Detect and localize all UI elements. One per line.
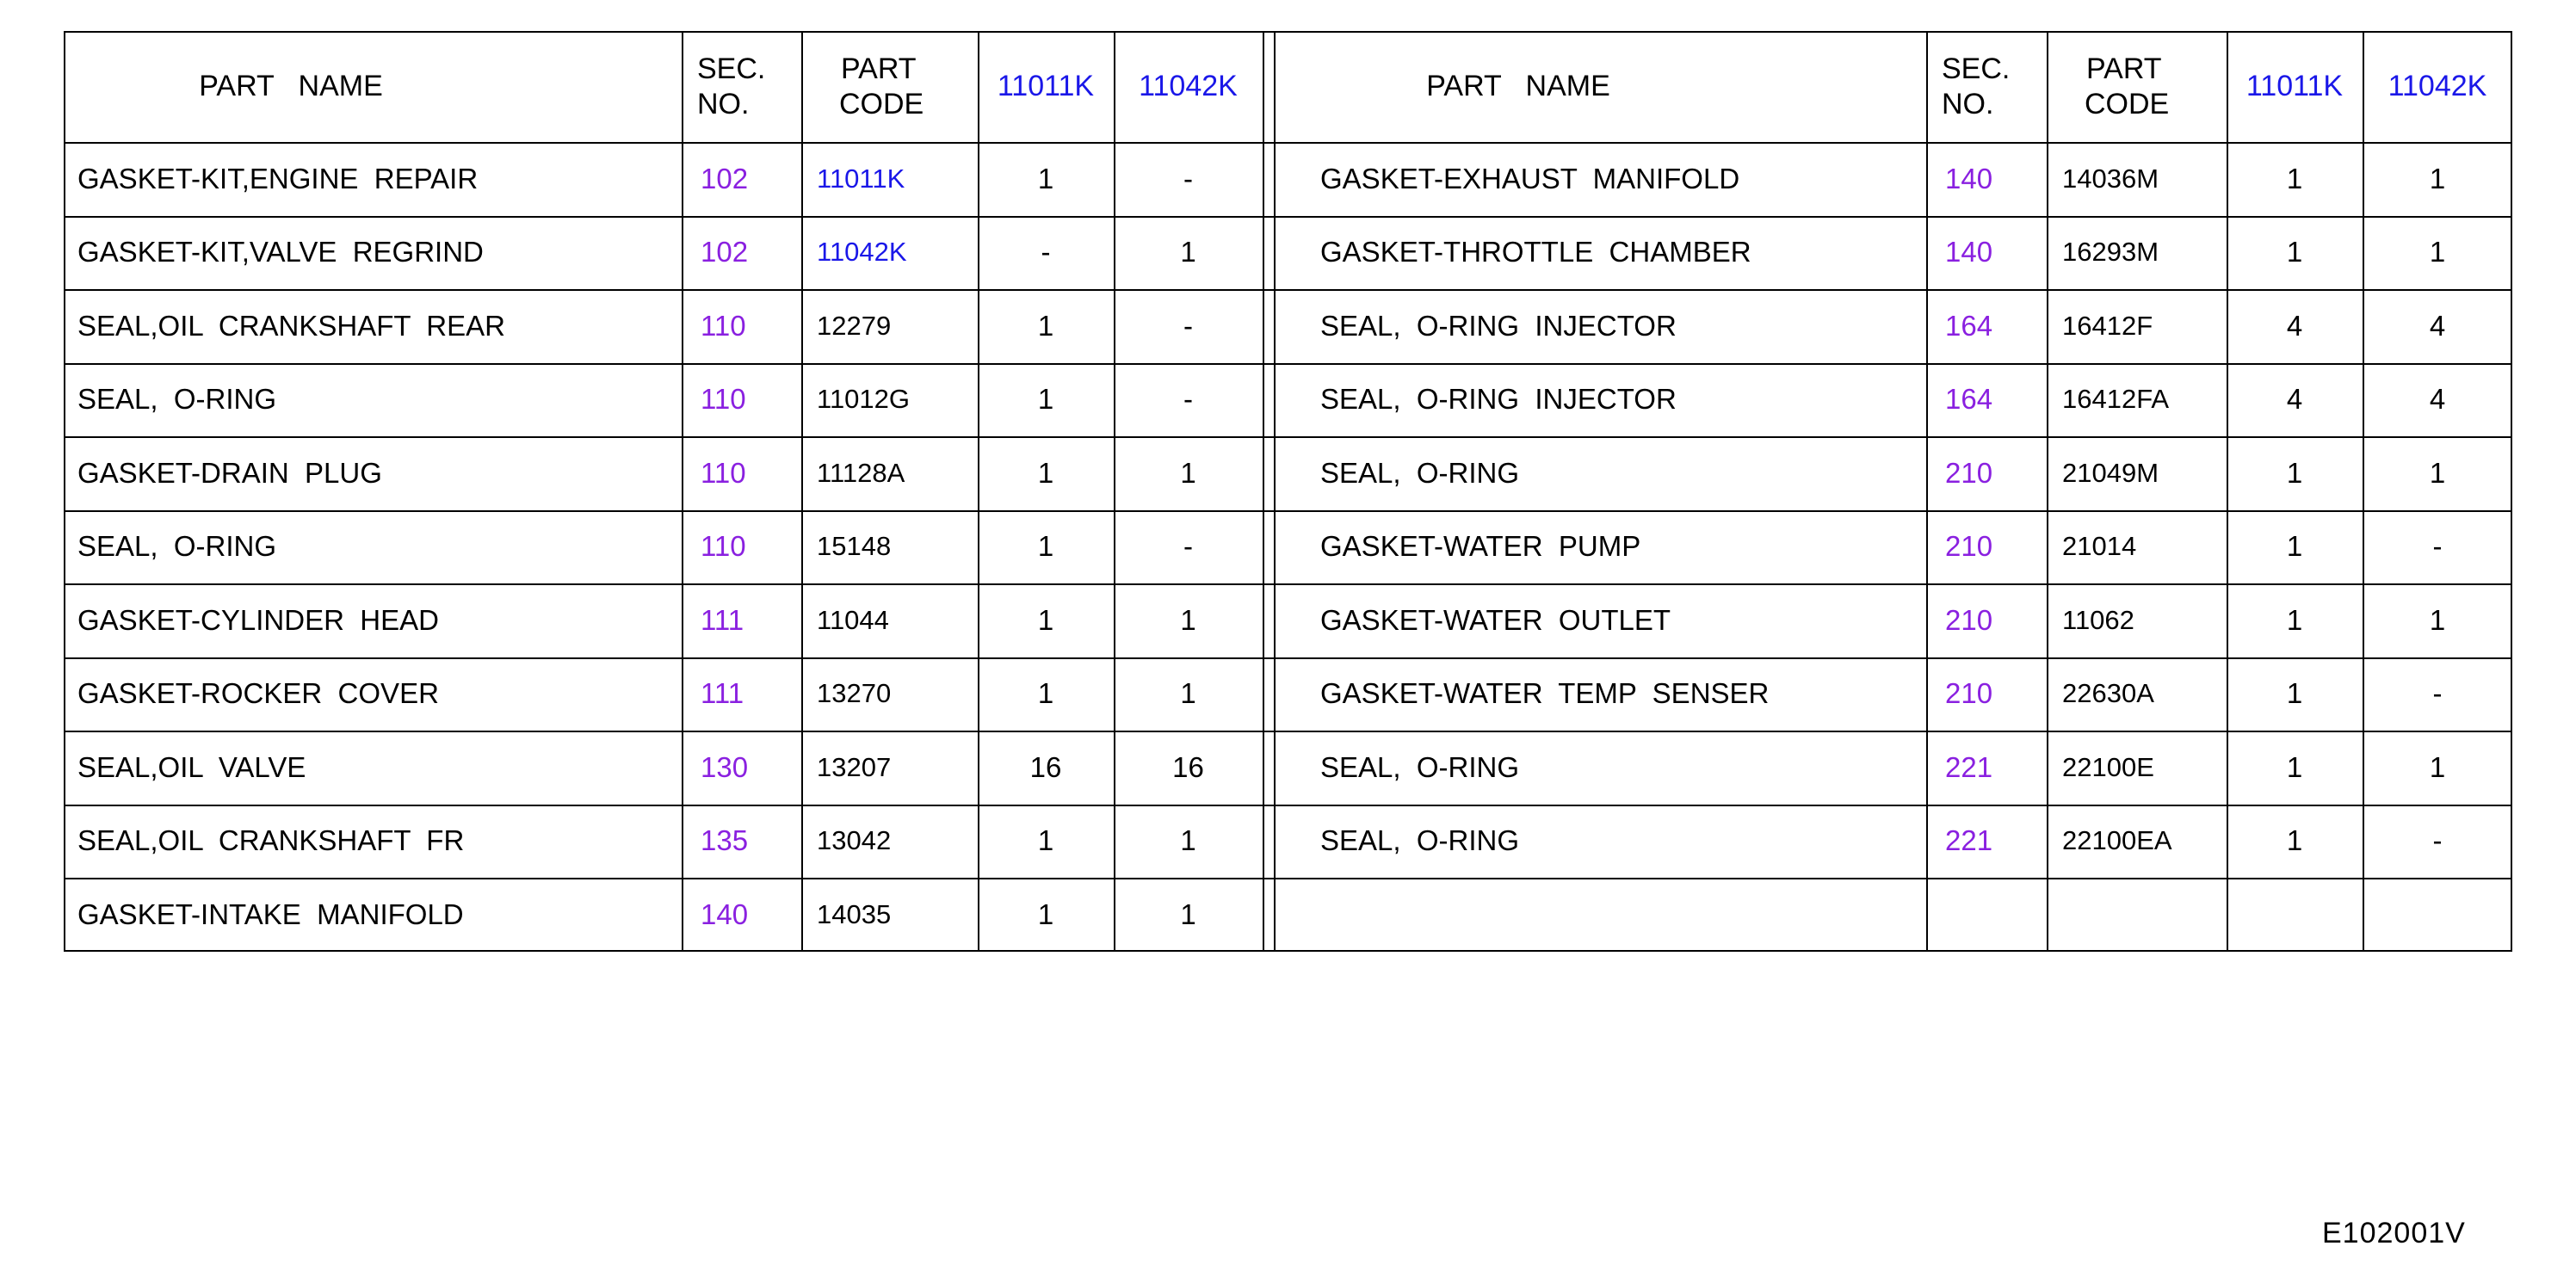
grid-hline bbox=[64, 510, 2512, 512]
sec-no-line1: SEC. bbox=[697, 52, 766, 85]
sec-no: 164 bbox=[1945, 383, 1993, 416]
part-name: SEAL,OIL CRANKSHAFT REAR bbox=[77, 309, 505, 342]
qty-kit-a: 1 bbox=[1037, 456, 1054, 489]
part-code: 11044 bbox=[817, 604, 889, 635]
qty-kit-b: 16 bbox=[1172, 750, 1204, 783]
qty-kit-a: 4 bbox=[2286, 309, 2303, 342]
sec-no: 110 bbox=[701, 530, 746, 563]
qty-kit-b: 1 bbox=[2429, 236, 2446, 268]
grid-vline bbox=[2047, 31, 2048, 951]
qty-kit-a: 4 bbox=[2286, 383, 2303, 416]
grid-vline bbox=[801, 31, 803, 951]
part-code-line1: PART bbox=[841, 52, 917, 85]
qty-kit-a: 1 bbox=[1037, 603, 1054, 636]
part-code: 21014 bbox=[2062, 531, 2137, 562]
part-code-line1: PART bbox=[2086, 52, 2162, 85]
grid-hline bbox=[64, 878, 2512, 879]
right-header-part-name: PART NAME bbox=[1426, 70, 1610, 102]
qty-kit-a: 1 bbox=[1037, 898, 1054, 930]
table-row bbox=[64, 731, 2512, 805]
sec-no: 140 bbox=[1945, 236, 1993, 268]
qty-kit-a: 1 bbox=[2286, 603, 2303, 636]
grid-vline bbox=[1263, 31, 1264, 951]
left-header-kit-a: 11011K bbox=[997, 70, 1095, 102]
qty-kit-a: 16 bbox=[1029, 750, 1062, 783]
qty-kit-b: - bbox=[1183, 309, 1193, 342]
qty-kit-a: 1 bbox=[1037, 383, 1054, 416]
qty-kit-a: 1 bbox=[1037, 162, 1054, 194]
part-name: GASKET-CYLINDER HEAD bbox=[77, 603, 439, 636]
qty-kit-b: - bbox=[2432, 824, 2443, 857]
drawing-id: E102001V bbox=[2322, 1217, 2466, 1249]
part-code: 11042K bbox=[817, 237, 907, 268]
qty-kit-b: 4 bbox=[2429, 383, 2446, 416]
part-code: 16293M bbox=[2062, 237, 2159, 268]
part-code: 11128A bbox=[817, 457, 905, 488]
grid-vline bbox=[1926, 31, 1928, 951]
part-name: GASKET-WATER OUTLET bbox=[1320, 603, 1671, 636]
part-name: SEAL,OIL CRANKSHAFT FR bbox=[77, 824, 465, 857]
part-name: SEAL, O-RING bbox=[1320, 824, 1520, 857]
grid-hline bbox=[64, 657, 2512, 659]
sec-no: 210 bbox=[1945, 677, 1993, 710]
table-row bbox=[64, 878, 2512, 952]
grid-vline bbox=[1114, 31, 1115, 951]
part-code: 14036M bbox=[2062, 163, 2159, 194]
left-header-part-name: PART NAME bbox=[199, 70, 383, 102]
left-header-sec-no bbox=[697, 31, 801, 142]
sec-no: 221 bbox=[1945, 824, 1993, 857]
table-row bbox=[64, 216, 2512, 290]
part-name: SEAL, O-RING bbox=[77, 530, 277, 563]
qty-kit-b: 1 bbox=[2429, 603, 2446, 636]
part-code: 13207 bbox=[817, 751, 892, 782]
qty-kit-a: 1 bbox=[1037, 677, 1054, 710]
sec-no bbox=[1945, 878, 2047, 952]
grid-vline bbox=[1274, 31, 1276, 951]
part-code: 12279 bbox=[817, 310, 892, 341]
part-code: 22630A bbox=[2062, 678, 2154, 709]
left-header-part-code bbox=[839, 31, 978, 142]
qty-kit-a: 1 bbox=[2286, 824, 2303, 857]
grid-vline bbox=[682, 31, 683, 951]
grid-hline bbox=[64, 31, 2512, 33]
qty-kit-b: - bbox=[1183, 530, 1193, 563]
sec-no: 210 bbox=[1945, 530, 1993, 563]
table-row bbox=[64, 363, 2512, 437]
part-code: 22100E bbox=[2062, 751, 2154, 782]
table-row bbox=[64, 436, 2512, 510]
grid-hline bbox=[64, 950, 2512, 952]
part-code: 21049M bbox=[2062, 457, 2159, 488]
qty-kit-b bbox=[2363, 878, 2512, 952]
grid-vline bbox=[64, 31, 65, 951]
parts-table bbox=[64, 31, 2512, 951]
part-name: GASKET-DRAIN PLUG bbox=[77, 456, 382, 489]
part-name: GASKET-INTAKE MANIFOLD bbox=[77, 898, 464, 930]
qty-kit-a: - bbox=[1041, 236, 1051, 268]
part-name: GASKET-WATER TEMP SENSER bbox=[1320, 677, 1770, 710]
qty-kit-b: 4 bbox=[2429, 309, 2446, 342]
grid-hline bbox=[64, 731, 2512, 732]
qty-kit-a: 1 bbox=[2286, 677, 2303, 710]
qty-kit-a: 1 bbox=[2286, 530, 2303, 563]
qty-kit-a: 1 bbox=[1037, 530, 1054, 563]
grid-hline bbox=[64, 289, 2512, 291]
qty-kit-b: 1 bbox=[1180, 456, 1196, 489]
qty-kit-b: - bbox=[2432, 677, 2443, 710]
grid-vline bbox=[2227, 31, 2228, 951]
sec-no: 164 bbox=[1945, 309, 1993, 342]
sec-no: 210 bbox=[1945, 456, 1993, 489]
right-header-kit-b: 11042K bbox=[2388, 70, 2487, 102]
sec-no: 111 bbox=[701, 677, 744, 710]
left-header-kit-b: 11042K bbox=[1139, 70, 1238, 102]
part-name: SEAL, O-RING bbox=[1320, 750, 1520, 783]
sec-no: 110 bbox=[701, 456, 746, 489]
sec-no: 135 bbox=[701, 824, 749, 857]
sec-no: 210 bbox=[1945, 603, 1993, 636]
part-code: 11012G bbox=[817, 384, 911, 415]
qty-kit-b: 1 bbox=[2429, 162, 2446, 194]
right-header-sec-no bbox=[1942, 31, 2047, 142]
qty-kit-a bbox=[2227, 878, 2363, 952]
part-code: 15148 bbox=[817, 531, 892, 562]
part-name: GASKET-WATER PUMP bbox=[1320, 530, 1641, 563]
table-row bbox=[64, 510, 2512, 584]
sec-no: 110 bbox=[701, 383, 746, 416]
part-name: GASKET-KIT,ENGINE REPAIR bbox=[77, 162, 479, 194]
sec-no: 221 bbox=[1945, 750, 1993, 783]
part-name: SEAL, O-RING bbox=[77, 383, 277, 416]
sec-no: 102 bbox=[701, 162, 749, 194]
grid-hline bbox=[64, 216, 2512, 218]
grid-hline bbox=[64, 363, 2512, 365]
grid-vline bbox=[978, 31, 979, 951]
qty-kit-b: 1 bbox=[2429, 456, 2446, 489]
table-row bbox=[64, 289, 2512, 363]
part-name: GASKET-THROTTLE CHAMBER bbox=[1320, 236, 1751, 268]
sec-no: 140 bbox=[701, 898, 749, 930]
part-name: SEAL, O-RING bbox=[1320, 456, 1520, 489]
qty-kit-a: 1 bbox=[1037, 824, 1054, 857]
part-code: 16412F bbox=[2062, 310, 2153, 341]
header-row bbox=[64, 31, 2512, 142]
table-row bbox=[64, 142, 2512, 216]
sec-no: 130 bbox=[701, 750, 749, 783]
right-header-part-code bbox=[2085, 31, 2227, 142]
qty-kit-b: 1 bbox=[1180, 824, 1196, 857]
qty-kit-b: - bbox=[2432, 530, 2443, 563]
part-code: 13042 bbox=[817, 825, 892, 856]
part-code-line2: CODE bbox=[2085, 87, 2170, 120]
part-code bbox=[2062, 878, 2227, 952]
part-name: SEAL,OIL VALVE bbox=[77, 750, 306, 783]
sec-no-line2: NO. bbox=[1942, 87, 1994, 120]
part-name: GASKET-EXHAUST MANIFOLD bbox=[1320, 162, 1740, 194]
part-name: SEAL, O-RING INJECTOR bbox=[1320, 383, 1677, 416]
qty-kit-b: 1 bbox=[1180, 898, 1196, 930]
sec-no: 111 bbox=[701, 603, 744, 636]
part-code: 16412FA bbox=[2062, 384, 2170, 415]
grid-vline bbox=[2511, 31, 2512, 951]
sec-no: 102 bbox=[701, 236, 749, 268]
grid-hline bbox=[64, 805, 2512, 806]
part-name: GASKET-KIT,VALVE REGRIND bbox=[77, 236, 484, 268]
part-code: 11062 bbox=[2062, 604, 2134, 635]
qty-kit-b: - bbox=[1183, 162, 1193, 194]
qty-kit-b: 1 bbox=[1180, 236, 1196, 268]
part-code-line2: CODE bbox=[839, 87, 924, 120]
part-code: 14035 bbox=[817, 898, 892, 929]
sec-no: 110 bbox=[701, 309, 746, 342]
qty-kit-a: 1 bbox=[2286, 236, 2303, 268]
qty-kit-a: 1 bbox=[2286, 456, 2303, 489]
table-row bbox=[64, 583, 2512, 657]
part-name bbox=[1320, 878, 1926, 952]
sec-no-line2: NO. bbox=[697, 87, 750, 120]
qty-kit-b: 1 bbox=[2429, 750, 2446, 783]
sec-no-line1: SEC. bbox=[1942, 52, 2011, 85]
grid-hline bbox=[64, 583, 2512, 585]
qty-kit-a: 1 bbox=[2286, 162, 2303, 194]
grid-vline bbox=[2363, 31, 2364, 951]
part-code: 11011K bbox=[817, 163, 905, 194]
qty-kit-a: 1 bbox=[2286, 750, 2303, 783]
part-name: GASKET-ROCKER COVER bbox=[77, 677, 439, 710]
sec-no: 140 bbox=[1945, 162, 1993, 194]
part-code: 22100EA bbox=[2062, 825, 2172, 856]
table-row bbox=[64, 805, 2512, 879]
grid-hline bbox=[64, 436, 2512, 438]
table-row bbox=[64, 657, 2512, 731]
qty-kit-b: 1 bbox=[1180, 677, 1196, 710]
grid-hline bbox=[64, 142, 2512, 144]
qty-kit-b: - bbox=[1183, 383, 1193, 416]
right-header-kit-a: 11011K bbox=[2246, 70, 2344, 102]
qty-kit-b: 1 bbox=[1180, 603, 1196, 636]
qty-kit-a: 1 bbox=[1037, 309, 1054, 342]
part-code: 13270 bbox=[817, 678, 892, 709]
part-name: SEAL, O-RING INJECTOR bbox=[1320, 309, 1677, 342]
